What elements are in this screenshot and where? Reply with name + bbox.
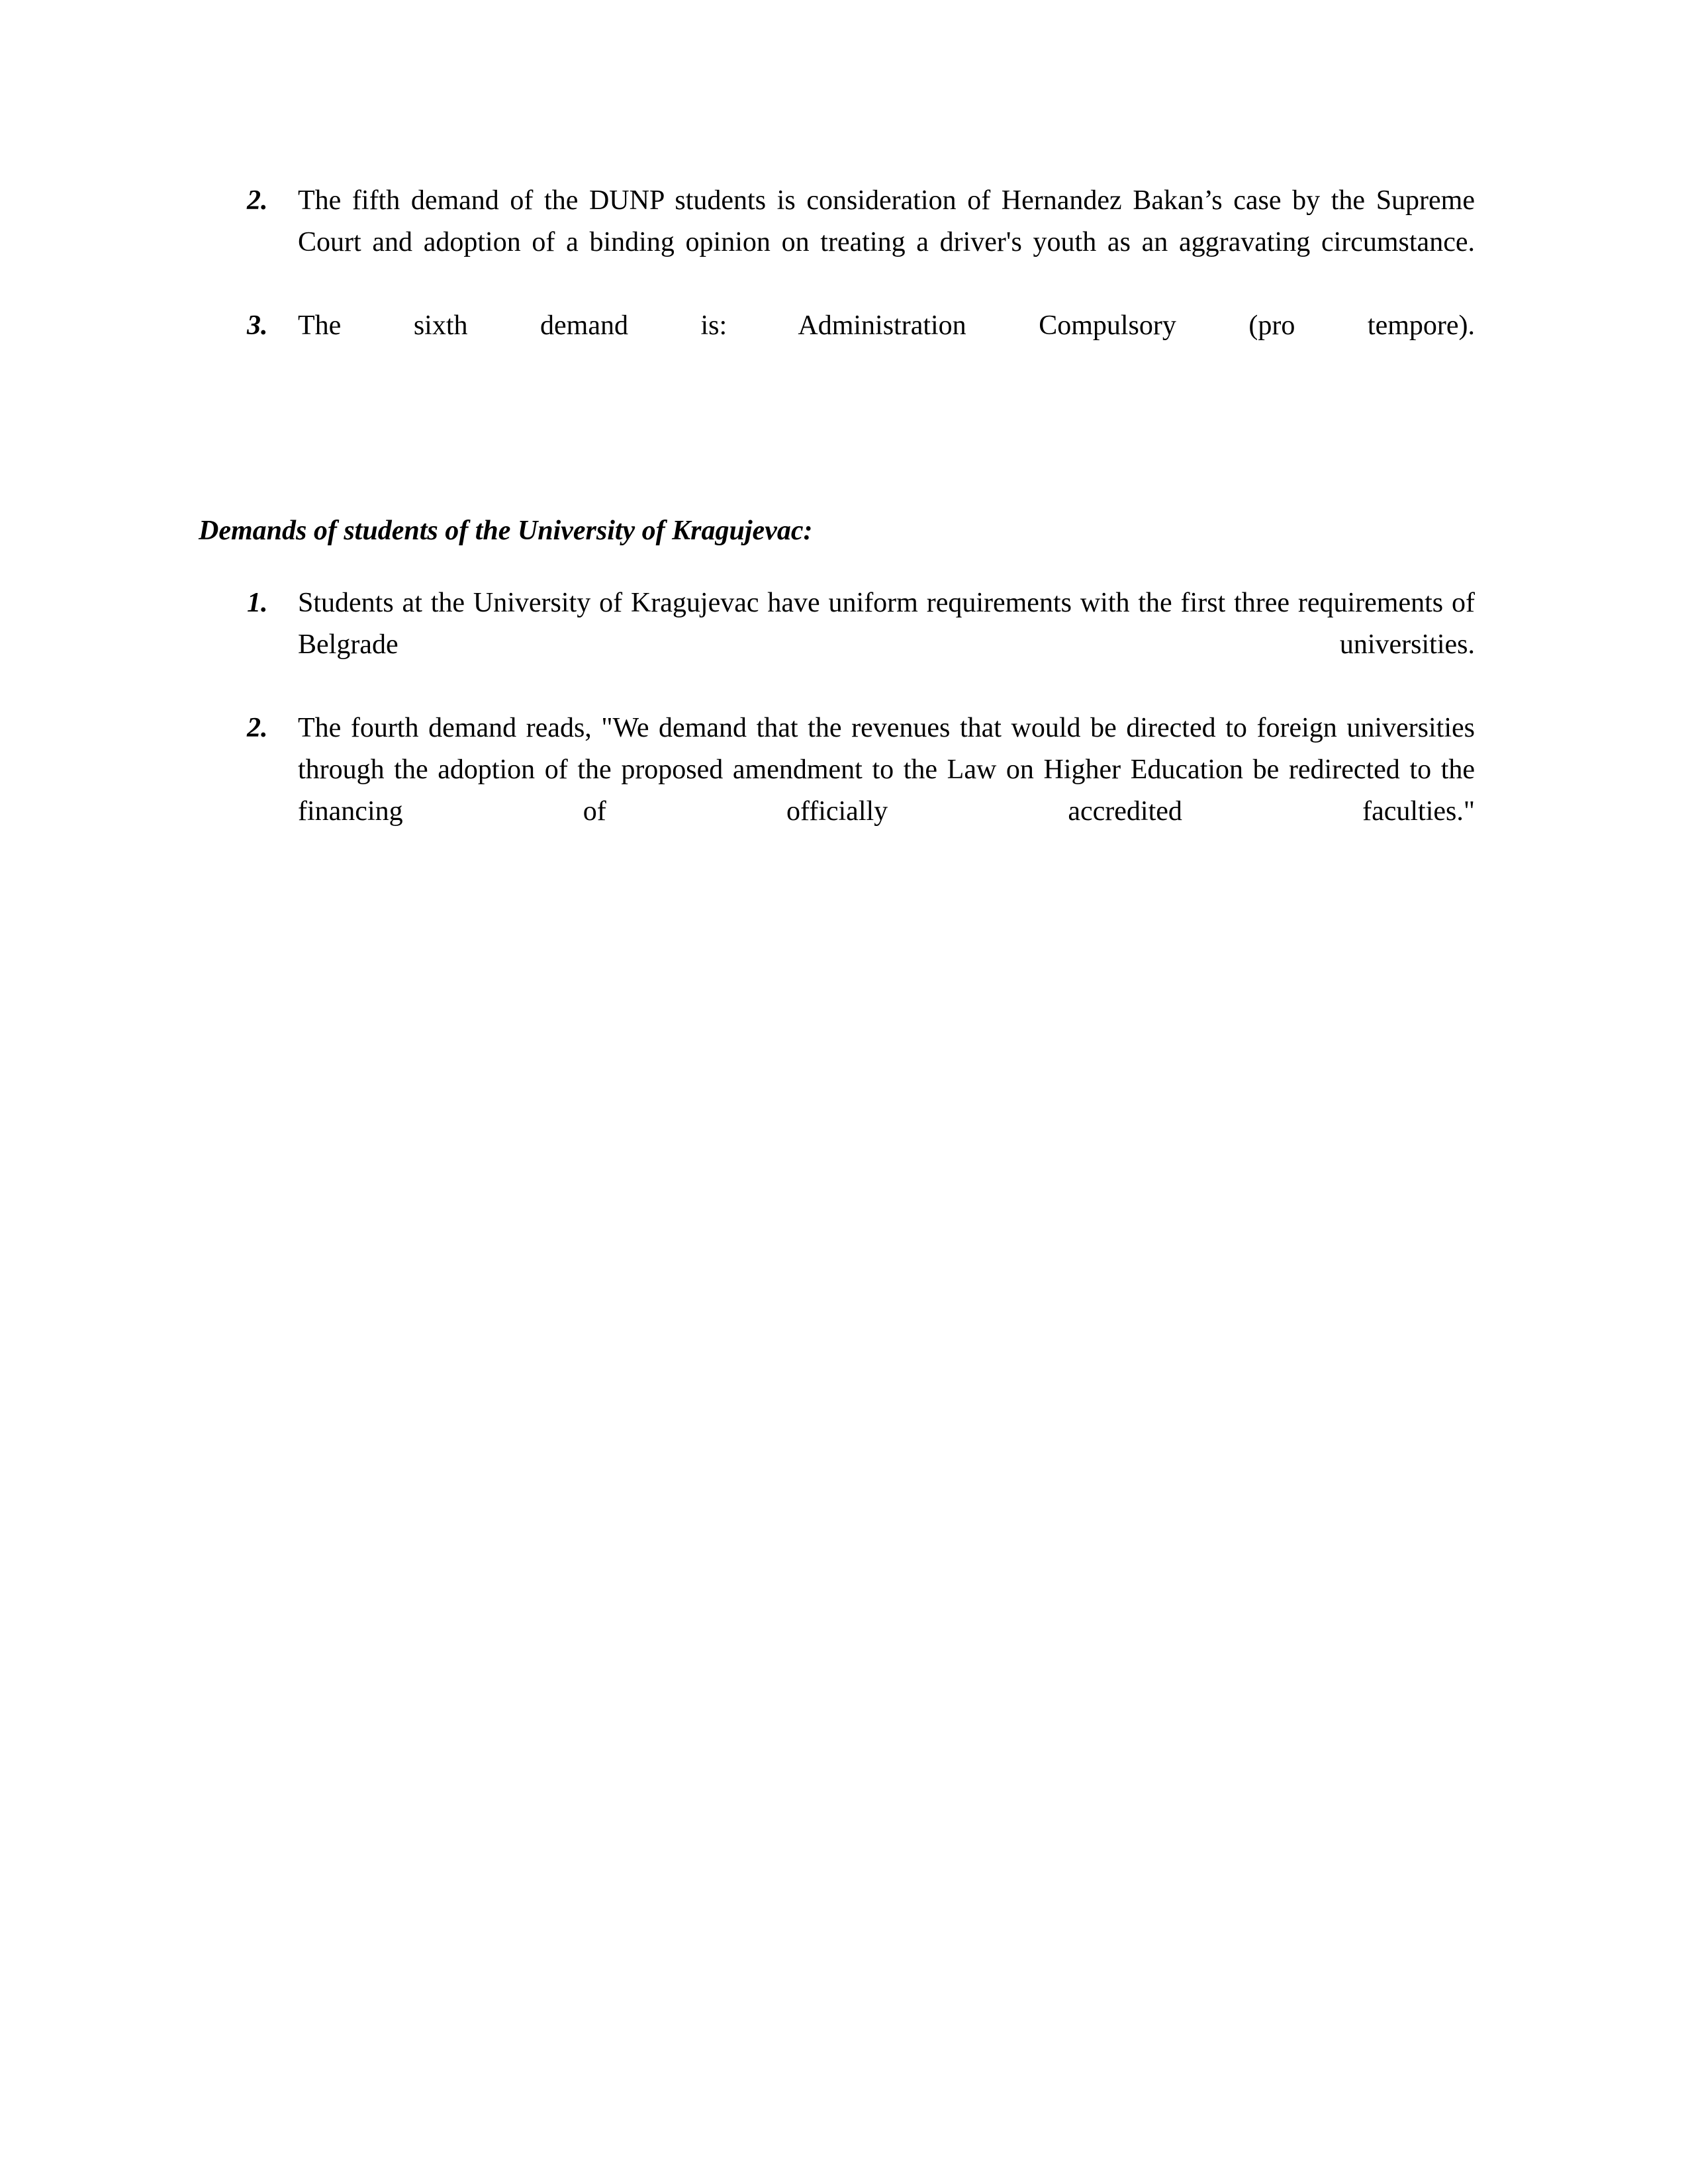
section-heading: Demands of students of the University of Kragujevac: [199, 516, 813, 546]
list-item-text: The fifth demand of the DUNP students is consideration of Hernandez Bakan’s case by the Supreme Court and adoption of a binding opinion on treating a driver's youth as an aggravating circumstance. [298, 185, 1475, 257]
demands-list-top [199, 180, 1475, 388]
list-item-text: The sixth demand is: Administration Compulsory (pro tempore). [298, 310, 1475, 341]
list-item [199, 707, 1475, 874]
list-marker: 2. [247, 713, 268, 743]
list-item [199, 582, 1475, 707]
list-marker: 2. [247, 185, 268, 216]
list-item [199, 180, 1475, 305]
section-spacer [199, 388, 1475, 510]
document-body [199, 180, 1475, 874]
demands-list-bottom [199, 582, 1475, 874]
list-marker: 3. [247, 310, 268, 341]
list-item [199, 305, 1475, 388]
list-item-text: The fourth demand reads, "We demand that the revenues that would be directed to foreign universities through the adoption of the proposed amendment to the Law on Higher Education be redirected to the financing of officially accredited faculties." [298, 713, 1475, 827]
heading-spacer [199, 552, 1475, 582]
list-marker: 1. [247, 588, 268, 618]
list-item-text: Students at the University of Kragujevac have uniform requirements with the first three requirements of Belgrade universities. [298, 588, 1475, 660]
